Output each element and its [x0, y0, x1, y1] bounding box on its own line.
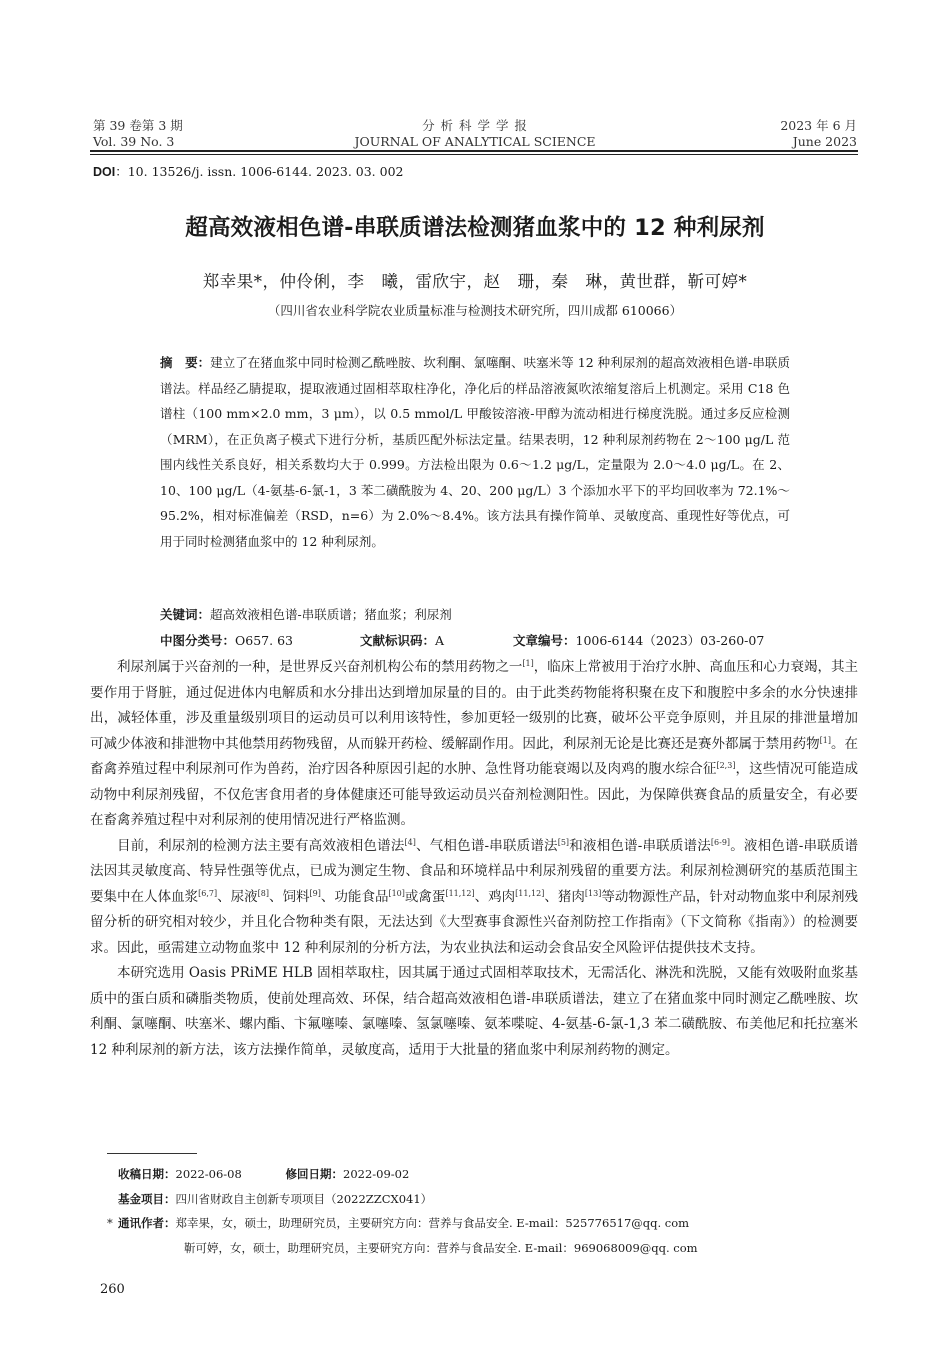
fund-text: 四川省财政自主创新专项项目（2022ZZCX041） [175, 1191, 433, 1206]
text-run: 等动物源性产品，针对动物血浆中利尿剂残留分析的研究相对较少，并且化合物种类有限，无法达到《大型赛事食源性兴奋剂防控工作指南》（下文简称《指南》）的检测要求。因此，亟需建立动物血浆中 12 种利尿剂的分析方法，为农业执法和运动会食品安全风险评估提供技术支持。 [90, 888, 859, 956]
text-run: 。液相色谱-串联质谱法因其灵敏度高、特异性强等优点，已成为测定生物、食品和环境样品中利尿剂残留的重要方法。利尿剂检测研究的基质范围主要集中在人体血浆 [90, 837, 859, 905]
body-paragraph-3: 本研究选用 Oasis PRiME HLB 固相萃取柱，因其属于通过式固相萃取技术，无需活化、淋洗和洗脱，又能有效吸附血浆基质中的蛋白质和磷脂类物质，使前处理高效、环保，结合超高效液相色谱-串联质谱法，建立了在猪血浆中同时测定乙酰唑胺、坎利酮、氯噻酮、呋塞米、螺内酯、卞氟噻嗪、氯噻嗪、氢氯噻嗪、氨苯喋啶、4-氨基-6-氯-1,3 苯二磺酰胺、布美他尼和托拉塞米 12 种利尿剂的新方法，该方法操作简单，灵敏度高，适用于大批量的猪血浆中利尿剂药物的测定。 [90, 965, 858, 1058]
received-date: 2022-06-08 [175, 1167, 242, 1181]
header-volume-cn: 第 39 卷第 3 期 [93, 118, 183, 133]
text-run: 或禽蛋 [404, 888, 446, 905]
body-text [90, 655, 858, 1063]
abstract [160, 350, 790, 554]
citation: [4] [404, 837, 416, 847]
doi-line [93, 162, 403, 180]
citation: [1] [819, 735, 831, 745]
text-run: 、尿液 [217, 888, 258, 905]
author-list: 郑幸果*，仲伶俐，李 曦，雷欣宇，赵 珊，秦 琳，黄世群，靳可婷* [202, 272, 748, 291]
citation: [13] [584, 888, 602, 898]
revised-date: 2022-09-02 [343, 1167, 410, 1181]
text-run: ，临床上常被用于治疗水肿、高血压和心力衰竭，其主要作用于肾脏，通过促进体内电解质和水分排出达到增加尿量的目的。由于此类药物能将积聚在皮下和腹腔中多余的水分快速排出，减轻体重，涉及重量级别项目的运动员可以利用该特性，参加更轻一级别的比赛，破坏公平竞争原则，并且尿的排泄量增加可减少体液和排泄物中其他禁用药物残留，从而躲开药检、缓解副作用。因此，利尿剂无论是比赛还是赛外都属于禁用药物 [90, 659, 859, 752]
citation: [10] [388, 888, 405, 898]
citation: [11,12] [445, 888, 475, 898]
keywords-line [160, 602, 790, 628]
clc-value: O657. 63 [235, 632, 293, 648]
paper-title: 超高效液相色谱-串联质谱法检测猪血浆中的 12 种利尿剂 [185, 215, 765, 241]
text-run: 。在畜禽养殖过程中利尿剂可作为兽药，治疗因各种原因引起的水肿、急性肾功能衰竭以及肉鸡的腹水综合征 [90, 735, 859, 777]
corresponding-author-2: 靳可婷，女，硕士，助理研究员，主要研究方向：营养与食品安全. E-mail：969068009@qq. com [184, 1240, 698, 1255]
header-date-en: June 2023 [792, 134, 857, 149]
body-paragraph-2 [90, 834, 858, 962]
asterisk-mark: * [107, 1216, 113, 1230]
affiliation: （四川省农业科学院农业质量标准与检测技术研究所，四川成都 610066） [267, 303, 683, 318]
header-journal-en: JOURNAL OF ANALYTICAL SCIENCE [354, 134, 596, 149]
doc-code [360, 628, 513, 654]
corresponding-label: 通讯作者： [118, 1216, 176, 1230]
article-number-value: 1006-6144（2023）03-260-07 [575, 632, 765, 648]
abstract-label: 摘 要： [160, 355, 211, 370]
doi-label: DOI [93, 165, 116, 179]
doc-code-value: A [435, 632, 445, 648]
text-run: 目前，利尿剂的检测方法主要有高效液相色谱法 [117, 837, 405, 854]
keywords-label: 关键词： [160, 607, 211, 622]
header-journal-cn: 分 析 科 学 学 报 [422, 118, 528, 133]
text-run: 、猪肉 [544, 888, 585, 905]
footnotes [107, 1162, 857, 1260]
page-number: 260 [100, 1282, 125, 1297]
fund-line [107, 1187, 857, 1212]
header-rule-thick [90, 150, 858, 152]
header-volume-en: Vol. 39 No. 3 [93, 134, 175, 149]
citation: [1] [522, 659, 534, 668]
article-meta [160, 602, 790, 653]
corresponding-line-2 [107, 1236, 857, 1261]
article-number [513, 628, 764, 654]
dates-line [107, 1162, 857, 1187]
clc-number [160, 628, 360, 654]
citation: [2,3] [716, 761, 736, 770]
text-run: 利尿剂属于兴奋剂的一种，是世界反兴奋剂机构公布的禁用药物之一 [117, 659, 523, 675]
doi-value: ：10. 13526/j. issn. 1006-6144. 2023. 03. 002 [115, 164, 404, 179]
text-run: 、鸡肉 [474, 888, 516, 905]
text-run: 和液相色谱-串联质谱法 [569, 837, 711, 854]
citation: [5] [557, 837, 570, 847]
text-run: ，这些情况可能造成动物中利尿剂残留，不仅危害食用者的身体健康还可能导致运动员兴奋剂检测阳性。因此，为保障供赛食品的质量安全，有必要在畜禽养殖过程中对利尿剂的使用情况进行严格监测。 [90, 761, 859, 828]
header-date-cn: 2023 年 6 月 [780, 118, 857, 133]
clc-label: 中图分类号： [160, 632, 236, 648]
header-date [780, 118, 857, 150]
citation: [6-9] [710, 837, 731, 847]
body-paragraph-1 [90, 655, 858, 834]
text-run: 、气相色谱-串联质谱法 [415, 837, 558, 854]
citation: [9] [309, 888, 321, 898]
abstract-text: 建立了在猪血浆中同时检测乙酰唑胺、坎利酮、氯噻酮、呋塞米等 12 种利尿剂的超高效液相色谱-串联质谱法。样品经乙腈提取，提取液通过固相萃取柱净化，净化后的样品溶液氮吹浓缩复溶后上机测定。采用 C18 色谱柱（100 mm×2.0 mm，3 μm），以 0.5 mmol/L 甲酸铵溶液-甲醇为流动相进行梯度洗脱。通过多反应检测（MRM），在正负离子模式下进行分析，基质匹配外标法定量。结果表明，12 种利尿剂药物在 2～100 μg/L 范围内线性关系良好，相关系数均大于 0.999。方法检出限为 0.6～1.2 μg/L，定量限为 2.0～4.0 μg/L。在 2、10、100 μg/L（4-氨基-6-氯-1，3 苯二磺酰胺为 4、20、200 μg/L）3 个添加水平下的平均回收率为 72.1%～95.2%，相对标准偏差（RSD，n=6）为 2.0%～8.4%。该方法具有操作简单、灵敏度高、重现性好等优点，可用于同时检测猪血浆中的 12 种利尿剂。 [160, 355, 790, 549]
fund-label: 基金项目： [118, 1191, 176, 1206]
corresponding-line-1 [107, 1211, 857, 1236]
citation: [6,7] [198, 888, 218, 898]
footnote-rule [107, 1153, 197, 1154]
doc-code-label: 文献标识码： [360, 632, 436, 648]
received-label: 收稿日期： [118, 1167, 176, 1181]
text-run: 、功能食品 [320, 888, 389, 905]
corresponding-author-1: 郑幸果，女，硕士，助理研究员，主要研究方向：营养与食品安全. E-mail：525776517@qq. com [175, 1216, 690, 1230]
article-number-label: 文章编号： [513, 632, 576, 648]
citation: [11,12] [515, 888, 545, 898]
citation: [8] [257, 888, 269, 898]
keywords-text: 超高效液相色谱-串联质谱；猪血浆；利尿剂 [210, 607, 452, 622]
classification-line [160, 628, 790, 654]
text-run: 、饲料 [268, 888, 310, 905]
revised-label: 修回日期： [285, 1167, 343, 1181]
header-rule-thin [90, 154, 858, 155]
